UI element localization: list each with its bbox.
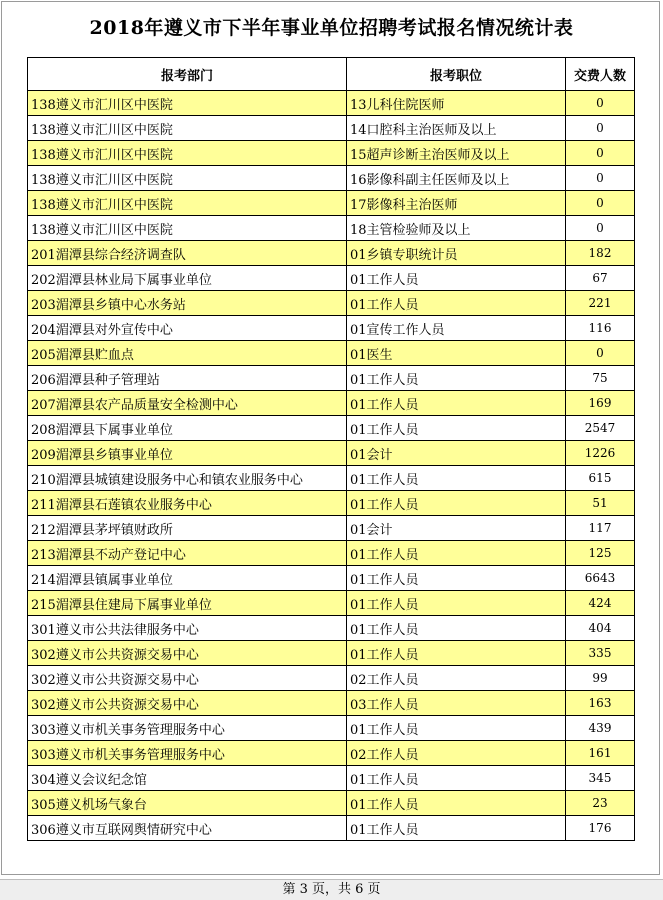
dept-cell: 215湄潭县住建局下属事业单位 xyxy=(28,591,347,616)
page-title: 2018年遵义市下半年事业单位招聘考试报名情况统计表 xyxy=(89,17,574,39)
dept-cell: 138遵义市汇川区中医院 xyxy=(28,166,347,191)
position-cell: 14口腔科主治医师及以上 xyxy=(347,116,566,141)
position-cell: 13儿科住院医师 xyxy=(347,91,566,116)
count-cell: 0 xyxy=(566,166,635,191)
dept-cell: 208湄潭县下属事业单位 xyxy=(28,416,347,441)
position-cell: 01工作人员 xyxy=(347,816,566,841)
registration-table xyxy=(27,57,635,841)
position-cell: 01工作人员 xyxy=(347,266,566,291)
count-cell: 0 xyxy=(566,191,635,216)
count-cell: 2547 xyxy=(566,416,635,441)
table-row xyxy=(28,166,635,191)
table-row xyxy=(28,241,635,266)
count-cell: 0 xyxy=(566,141,635,166)
table-row xyxy=(28,441,635,466)
table-row xyxy=(28,591,635,616)
count-cell: 23 xyxy=(566,791,635,816)
table-row xyxy=(28,191,635,216)
count-cell: 0 xyxy=(566,116,635,141)
position-cell: 02工作人员 xyxy=(347,741,566,766)
dept-cell: 301遵义市公共法律服务中心 xyxy=(28,616,347,641)
position-cell: 01工作人员 xyxy=(347,391,566,416)
table-row xyxy=(28,716,635,741)
table-row xyxy=(28,116,635,141)
position-cell: 01工作人员 xyxy=(347,716,566,741)
position-cell: 01医生 xyxy=(347,341,566,366)
table-row xyxy=(28,741,635,766)
dept-cell: 210湄潭县城镇建设服务中心和镇农业服务中心 xyxy=(28,466,347,491)
position-cell: 01工作人员 xyxy=(347,616,566,641)
count-cell: 439 xyxy=(566,716,635,741)
table-row xyxy=(28,316,635,341)
count-cell: 0 xyxy=(566,341,635,366)
position-cell: 01会计 xyxy=(347,516,566,541)
dept-cell: 209湄潭县乡镇事业单位 xyxy=(28,441,347,466)
table-row xyxy=(28,816,635,841)
count-cell: 0 xyxy=(566,216,635,241)
count-cell: 0 xyxy=(566,91,635,116)
dept-cell: 207湄潭县农产品质量安全检测中心 xyxy=(28,391,347,416)
position-cell: 01工作人员 xyxy=(347,766,566,791)
table-row xyxy=(28,416,635,441)
position-cell: 01工作人员 xyxy=(347,416,566,441)
table-row xyxy=(28,266,635,291)
table-row xyxy=(28,216,635,241)
dept-cell: 138遵义市汇川区中医院 xyxy=(28,141,347,166)
dept-cell: 205湄潭县贮血点 xyxy=(28,341,347,366)
table-row xyxy=(28,391,635,416)
position-cell: 01工作人员 xyxy=(347,566,566,591)
dept-cell: 202湄潭县林业局下属事业单位 xyxy=(28,266,347,291)
table-row xyxy=(28,341,635,366)
dept-cell: 302遵义市公共资源交易中心 xyxy=(28,691,347,716)
count-cell: 163 xyxy=(566,691,635,716)
dept-cell: 213湄潭县不动产登记中心 xyxy=(28,541,347,566)
dept-cell: 138遵义市汇川区中医院 xyxy=(28,91,347,116)
table-header-row xyxy=(28,58,635,91)
dept-cell: 304遵义会议纪念馆 xyxy=(28,766,347,791)
position-cell: 01工作人员 xyxy=(347,366,566,391)
count-cell: 345 xyxy=(566,766,635,791)
dept-cell: 302遵义市公共资源交易中心 xyxy=(28,641,347,666)
count-cell: 1226 xyxy=(566,441,635,466)
dept-cell: 204湄潭县对外宣传中心 xyxy=(28,316,347,341)
dept-cell: 305遵义机场气象台 xyxy=(28,791,347,816)
dept-cell: 303遵义市机关事务管理服务中心 xyxy=(28,741,347,766)
dept-cell: 206湄潭县种子管理站 xyxy=(28,366,347,391)
count-cell: 125 xyxy=(566,541,635,566)
table-row xyxy=(28,291,635,316)
position-cell: 15超声诊断主治医师及以上 xyxy=(347,141,566,166)
table-row xyxy=(28,566,635,591)
header-position: 报考职位 xyxy=(347,58,566,91)
position-cell: 18主管检验师及以上 xyxy=(347,216,566,241)
position-cell: 01工作人员 xyxy=(347,541,566,566)
count-cell: 615 xyxy=(566,466,635,491)
count-cell: 67 xyxy=(566,266,635,291)
count-cell: 182 xyxy=(566,241,635,266)
count-cell: 169 xyxy=(566,391,635,416)
count-cell: 117 xyxy=(566,516,635,541)
dept-cell: 214湄潭县镇属事业单位 xyxy=(28,566,347,591)
table-row xyxy=(28,91,635,116)
header-dept: 报考部门 xyxy=(28,58,347,91)
count-cell: 75 xyxy=(566,366,635,391)
count-cell: 51 xyxy=(566,491,635,516)
position-cell: 01宣传工作人员 xyxy=(347,316,566,341)
position-cell: 01会计 xyxy=(347,441,566,466)
table-row xyxy=(28,516,635,541)
dept-cell: 306遵义市互联网舆情研究中心 xyxy=(28,816,347,841)
table-row xyxy=(28,366,635,391)
table-row xyxy=(28,641,635,666)
position-cell: 01工作人员 xyxy=(347,291,566,316)
position-cell: 01工作人员 xyxy=(347,641,566,666)
dept-cell: 303遵义市机关事务管理服务中心 xyxy=(28,716,347,741)
table-row xyxy=(28,791,635,816)
position-cell: 01工作人员 xyxy=(347,591,566,616)
table-row xyxy=(28,666,635,691)
position-cell: 02工作人员 xyxy=(347,666,566,691)
position-cell: 03工作人员 xyxy=(347,691,566,716)
dept-cell: 138遵义市汇川区中医院 xyxy=(28,116,347,141)
count-cell: 424 xyxy=(566,591,635,616)
dept-cell: 211湄潭县石莲镇农业服务中心 xyxy=(28,491,347,516)
count-cell: 221 xyxy=(566,291,635,316)
count-cell: 6643 xyxy=(566,566,635,591)
dept-cell: 203湄潭县乡镇中心水务站 xyxy=(28,291,347,316)
header-count: 交费人数 xyxy=(566,58,635,91)
position-cell: 16影像科副主任医师及以上 xyxy=(347,166,566,191)
dept-cell: 212湄潭县茅坪镇财政所 xyxy=(28,516,347,541)
position-cell: 01工作人员 xyxy=(347,791,566,816)
position-cell: 01乡镇专职统计员 xyxy=(347,241,566,266)
table-row xyxy=(28,466,635,491)
table-row xyxy=(28,616,635,641)
dept-cell: 302遵义市公共资源交易中心 xyxy=(28,666,347,691)
table-row xyxy=(28,691,635,716)
count-cell: 335 xyxy=(566,641,635,666)
table-row xyxy=(28,541,635,566)
position-cell: 01工作人员 xyxy=(347,466,566,491)
position-cell: 17影像科主治医师 xyxy=(347,191,566,216)
table-row xyxy=(28,141,635,166)
table-row xyxy=(28,491,635,516)
page-footer: 第 3 页，共 6 页 xyxy=(0,879,663,900)
count-cell: 404 xyxy=(566,616,635,641)
count-cell: 116 xyxy=(566,316,635,341)
count-cell: 99 xyxy=(566,666,635,691)
count-cell: 176 xyxy=(566,816,635,841)
position-cell: 01工作人员 xyxy=(347,491,566,516)
dept-cell: 138遵义市汇川区中医院 xyxy=(28,191,347,216)
count-cell: 161 xyxy=(566,741,635,766)
dept-cell: 138遵义市汇川区中医院 xyxy=(28,216,347,241)
dept-cell: 201湄潭县综合经济调查队 xyxy=(28,241,347,266)
table-row xyxy=(28,766,635,791)
